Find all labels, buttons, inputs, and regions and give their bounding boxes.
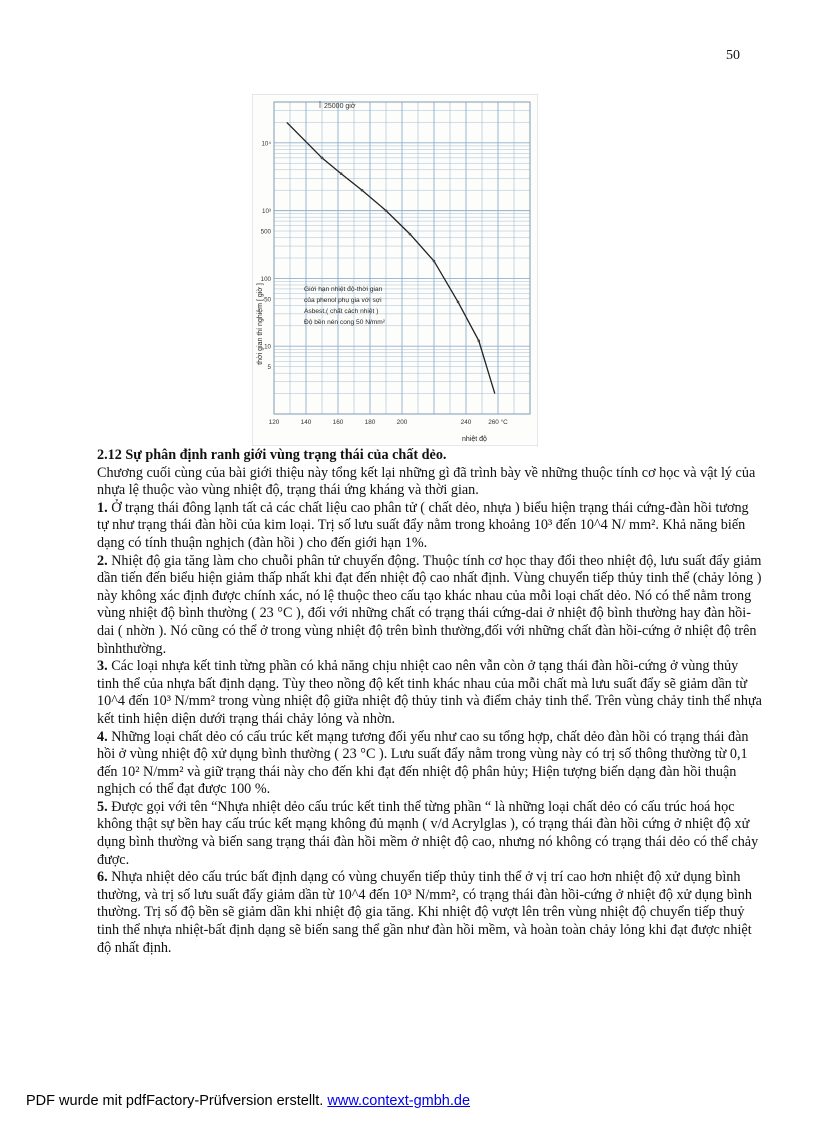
- x-tick-label: 140: [300, 419, 312, 426]
- x-tick-label: 200: [396, 419, 408, 426]
- list-item-6: [97, 869, 762, 957]
- y-tick-label: 100: [260, 275, 271, 283]
- legend-line-1: Giới hạn nhiệt độ-thời gian: [304, 286, 383, 293]
- y-tick-label: 10: [264, 343, 271, 351]
- y-tick-label: 10³: [262, 208, 271, 216]
- data-point: [340, 172, 343, 175]
- footer: [26, 1093, 470, 1109]
- data-point: [321, 157, 324, 160]
- y-axis-label: thời gian thí nghiệm [ giờ ]: [257, 283, 264, 365]
- footer-text: PDF wurde mit pdfFactory-Prüfversion erstellt.: [26, 1093, 328, 1109]
- x-tick-label: 180: [364, 419, 376, 426]
- temperature-time-chart: [252, 94, 538, 446]
- x-tick-label: 240: [460, 419, 472, 426]
- list-item-5: [97, 799, 762, 869]
- item-number: 6.: [97, 869, 108, 886]
- x-tick-label: 120: [268, 419, 280, 426]
- item-text: Những loại chất dẻo có cấu trúc kết mạng tương đối yếu như cao su tổng hợp, chất dẻo đàn hồi có trạng thái đàn hồi ở vùng nhiệt độ xử dụng bình thường ( 23 °C ). Lưu suất đẩy nằm trong vùng này có trị số thông thường từ 0,1 đến 10² N/mm² và giữ trạng thái này cho đến khi đạt đến nhiệt độ phân hủy; Hiện tượng biến dạng đàn hồi thuận nghịch có thể đạt được 100 %.: [97, 728, 749, 798]
- item-text: Nhựa nhiệt dẻo cấu trúc bất định dạng có vùng chuyển tiếp thủy tinh thể ở vị trí cao hơn nhiệt độ xử dụng bình thường, và trị số lưu suất đẩy giảm dần từ 10^4 đến 10³ N/mm², có trạng thái đàn hồi-cứng ở nhiệt độ xử dụng bình thường. Trị số độ bền sẽ giảm dần khi nhiệt độ gia tăng. Khi nhiệt độ vượt lên trên vùng nhiệt độ chuyển tiếp thuỷ tinh thể nhựa nhiệt-bất định dạng sẽ biến sang thể gần như đàn hồi mềm, và hoàn toàn chảy lỏng khi đạt được nhiệt độ nhất định.: [97, 869, 752, 956]
- annotation-top: 25000 giờ: [324, 103, 356, 110]
- item-text: Các loại nhựa kết tinh từng phần có khả năng chịu nhiệt cao nên vẫn còn ở tạng thái đàn hồi-cứng ở vùng thủy tinh thể của nhựa bất định dạng. Tùy theo nồng độ kết tinh khác nhau của mỗi chất mà lưu suất đẩy sẽ giảm dần từ 10^4 đến 10³ N/mm² trong vùng nhiệt độ giữa nhiệt độ thủy tinh và điểm chảy tinh thể. Trên vùng chảy tinh thể nhựa kết tinh hiện diện dưới trạng thái chảy lỏng và nhờn.: [97, 658, 762, 727]
- legend-line-4: Độ bền nén cong 50 N/mm²: [304, 319, 385, 326]
- list-item-3: [97, 658, 762, 728]
- page-number: 50: [726, 48, 740, 63]
- item-number: 2.: [97, 552, 108, 569]
- legend-line-3: Asbest.( chất cách nhiệt ): [304, 308, 379, 315]
- data-point: [433, 260, 436, 263]
- item-number: 5.: [97, 798, 108, 815]
- item-text: Nhiệt độ gia tăng làm cho chuỗi phân tử chuyển động. Thuộc tính cơ học thay đổi theo nhiệt độ, lưu suất đẩy giảm dần tiến đến biểu hiện giảm thấp nhất khi đạt đến nhiệt độ cao nhất định. Vùng chuyển tiếp thủy tinh thể (chảy lỏng ) này không xác định được chính xác, nó lệ thuộc theo cấu tạo khác nhau của mỗi loại chất dẻo. Nó có thể nằm trong vùng nhiệt độ bình thường ( 23 °C ), đối với những chất có trạng thái cứng-dai ở nhiệt độ bình thường hay đàn hồi-dai ( nhờn ). Nó cũng có thể ở trong vùng nhiệt độ trên bình thường,đối với những chất đàn hồi-cứng ở nhiệt độ trên bìnhthường.: [97, 552, 762, 657]
- data-point: [361, 189, 364, 192]
- data-point: [478, 340, 481, 343]
- list-item-2: [97, 553, 762, 659]
- list-item-1: [97, 500, 762, 553]
- section-heading: 2.12 Sự phân định ranh giới vùng trạng thái của chất dẻo.: [97, 447, 447, 463]
- x-tick-label: 160: [332, 419, 344, 426]
- chart-figure: [252, 94, 538, 446]
- x-axis-label: nhiệt độ: [462, 436, 487, 443]
- item-number: 1.: [97, 499, 108, 516]
- y-tick-label: 500: [260, 228, 271, 236]
- x-tick-label: 260 °C: [488, 419, 508, 426]
- list-item-4: [97, 729, 762, 799]
- data-point: [385, 209, 388, 212]
- section-content: [97, 447, 762, 957]
- data-point: [409, 233, 412, 236]
- footer-link[interactable]: www.context-gmbh.de: [327, 1093, 471, 1109]
- item-number: 3.: [97, 658, 108, 675]
- legend-line-2: của phenol phụ gia với sợi: [304, 297, 382, 304]
- item-text: Ở trạng thái đông lạnh tất cả các chất liệu cao phân tử ( chất dẻo, nhựa ) biểu hiện trạng thái cứng-đàn hồi tương tự như trạng thái đàn hồi của kim loại. Trị số lưu suất đẩy nằm trong khoảng 10³ đến 10^4 N/ mm². Khả năng biến dạng có tính thuận nghịch (đàn hồi ) cho đến giới hạn 1%.: [97, 499, 749, 551]
- y-tick-label: 10⁴: [261, 140, 271, 148]
- item-number: 4.: [97, 728, 108, 745]
- section-intro: Chương cuối cùng của bài giới thiệu này tổng kết lại những gì đã trình bày về những thuộc tính cơ học và vật lý của nhựa lệ thuộc vào vùng nhiệt độ, trạng thái ứng kháng và thời gian.: [97, 464, 756, 499]
- data-point: [457, 301, 460, 304]
- y-tick-label: 5: [267, 364, 271, 372]
- item-text: Được gọi với tên “Nhựa nhiệt dẻo cấu trúc kết tinh thể từng phần “ là những loại chất dẻo có cấu trúc hoá học không thật sự bền hay cấu trúc kết mạng không đủ mạnh ( v/d Acrylglas ), có trạng thái đàn hồi cứng ở nhiệt độ xử dụng bình thường và biến sang trạng thái đàn hồi mềm ở nhiệt độ cao, nhưng nó không có trạng thái dẻo có thể chảy được.: [97, 798, 759, 868]
- y-tick-label: 50: [264, 296, 271, 304]
